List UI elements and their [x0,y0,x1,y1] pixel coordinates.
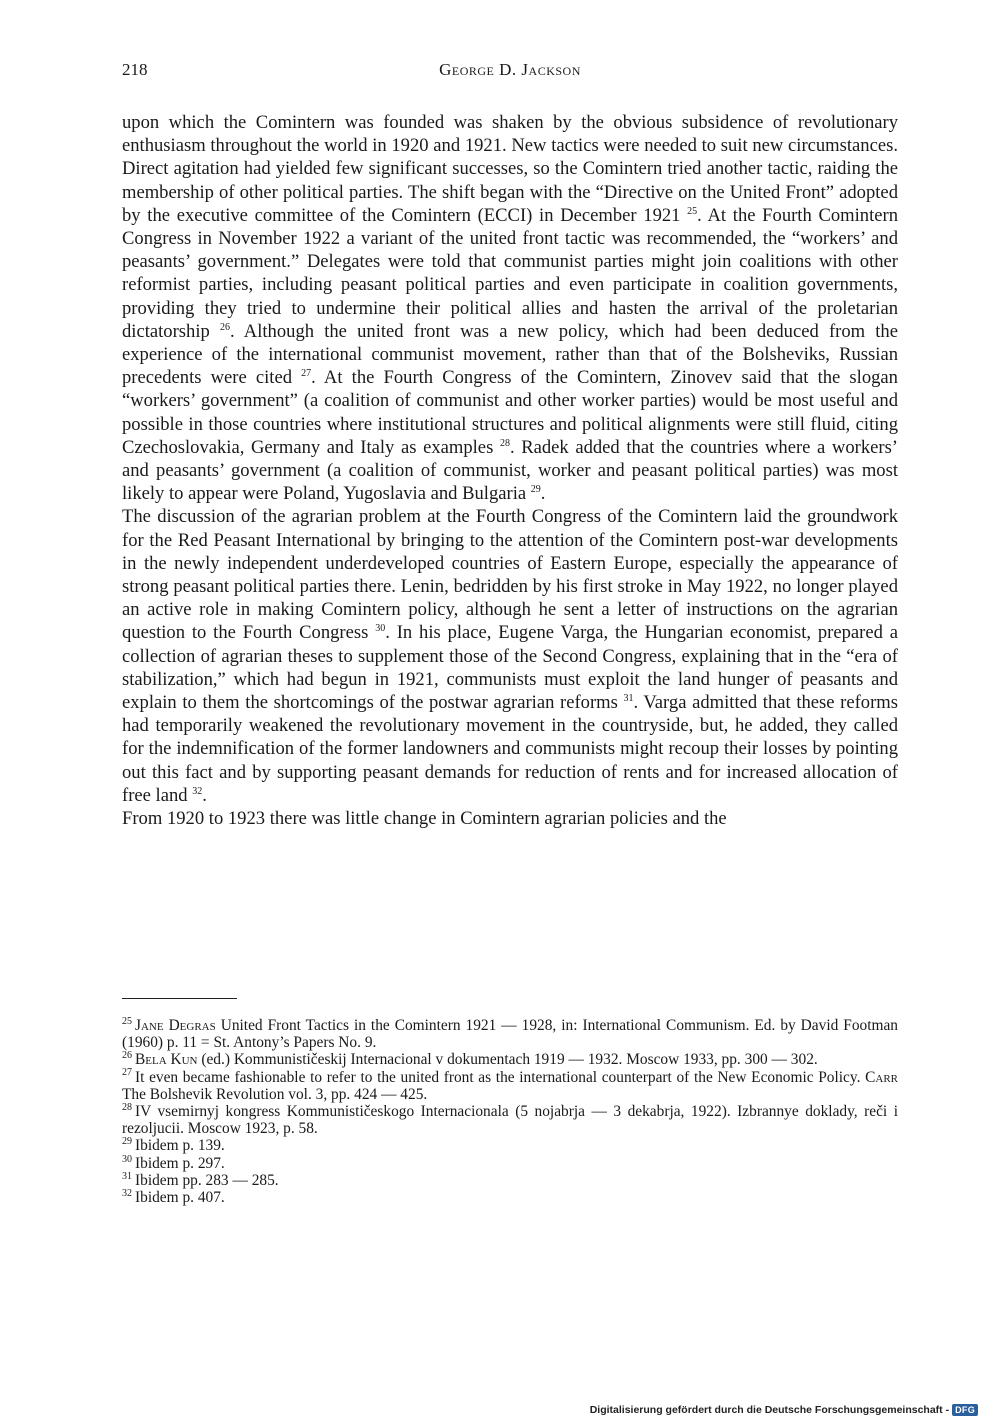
footnote-26: $^{26}$ Bela Kun (ed.) Kommunističeskij Internacional v dokumentach 1919 — 1932. Moscow 1933, pp. 300 — 302. [122,1050,818,1069]
credit-text: Digitalisierung gefördert durch die Deutsche Forschungsgemeinschaft - [589,1404,950,1416]
footnote-ref-26[interactable]: 26 [219,321,230,333]
footnote-ref-27[interactable]: 27 [301,368,312,380]
dfg-logo: DFG [952,1404,978,1416]
body-text [122,111,898,830]
footnote-29: $^{29}$ Ibidem p. 139. [122,1136,225,1155]
page-header [122,60,898,86]
footnote-25: $^{25}$ Jane Degras United Front Tactics in the Comintern 1921 — 1928, in: International Communism. Ed. by David Footman (1960) p. 11 = St. Antony’s Papers No. 9. [122,1015,898,1052]
footnotes [122,1017,898,1206]
paragraph-3: From 1920 to 1923 there was little change in Comintern agrarian policies and the [122,808,727,830]
footnote-32: $^{32}$ Ibidem p. 407. [122,1187,225,1207]
footnote-ref-25[interactable]: 25 [687,205,698,217]
digitization-credit [590,1404,978,1416]
running-head: George D. Jackson [439,60,581,79]
footnote-ref-28[interactable]: 28 [499,437,510,449]
page-number: 218 [122,60,148,79]
footnote-divider [122,998,237,999]
footnote-31: $^{31}$ Ibidem pp. 283 — 285. [122,1170,279,1189]
footnote-28: $^{28}$ IV vsemirnyj kongress Kommunističeskogo Internacionala (5 nojabrja — 3 dekabrja, 1922). Izbrannye doklady, reči i rezoljucii. Moscow 1923, p. 58. [122,1101,898,1138]
footnote-ref-31[interactable]: 31 [623,692,634,704]
paragraph-2: The discussion of the agrarian problem at the Fourth Congress of the Comintern laid the groundwork for the Red Peasant International by bringing to the attention of the Comintern post-war developments in the newly independent underdeveloped countries of Eastern Europe, especially the appearance of strong peasant political parties there. Lenin, bedridden by his first stroke in May 1922, no longer played an active role in making Comintern policy, although he sent a letter of instructions on the agrarian question to the Fourth Congress $^{30}$. In his place, Eugene Varga, the Hungarian economist, prepared a collection of agrarian theses to supplement those of the Second Congress, explaining that in the “era of stabilization,” which had begun in 1921, communists must exploit the land hunger of peasants and explain to them the shortcomings of the postwar agrarian reforms $^{31}$. Varga admitted that these reforms had temporarily weakened the revolutionary movement in the countryside, but, he added, they called for the indemnification of the former landowners and communists might recoup their losses by pointing out this fact and by supporting peasant demands for reduction of rents and for increased allocation of free land $^{32}$. [122,506,898,806]
footnote-27: $^{27}$ It even became fashionable to refer to the united front as the international counterpart of the New Economic Policy. Carr The Bolshevik Revolution vol. 3, pp. 424 — 425. [122,1067,898,1103]
footnote-ref-29[interactable]: 29 [530,484,541,496]
footnote-30: $^{30}$ Ibidem p. 297. [122,1153,225,1172]
paragraph-1: upon which the Comintern was founded was shaken by the obvious subsidence of revolutionary enthusiasm throughout the world in 1920 and 1921. New tactics were needed to suit new circumstances. Direct agitation had yielded few significant successes, so the Comintern tried another tactic, raiding the membership of other political parties. The shift began with the “Directive on the United Front” adopted by the executive committee of the Comintern (ECCI) in December 1921 $^{25}$. At the Fourth Comintern Congress in November 1922 a variant of the united front tactic was recommended, the “workers’ and peasants’ government.” Delegates were told that communist parties might join coalitions with other reformist parties, including peasant political parties and even participate in coalition governments, providing they tried to undermine their political allies and hasten the arrival of the proletarian dictatorship $^{26}$. Although the united front was a new policy, which had been deduced from the experience of the international communist movement, rather than that of the Bolsheviks, Russian precedents were cited $^{27}$. At the Fourth Congress of the Comintern, Zinovev said that the slogan “workers’ government” (a coalition of communist and other worker parties) would be most useful and possible in those countries where institutional structures and political alignments were still fluid, citing Czechoslovakia, Germany and Italy as examples $^{28}$. Radek added that the countries where a workers’ and peasants’ government (a coalition of communist, worker and peasant political parties) was most likely to appear were Poland, Yugoslavia and Bulgaria $^{29}$. [122,112,898,505]
footnote-ref-30[interactable]: 30 [375,623,386,635]
footnote-ref-32[interactable]: 32 [192,785,203,797]
